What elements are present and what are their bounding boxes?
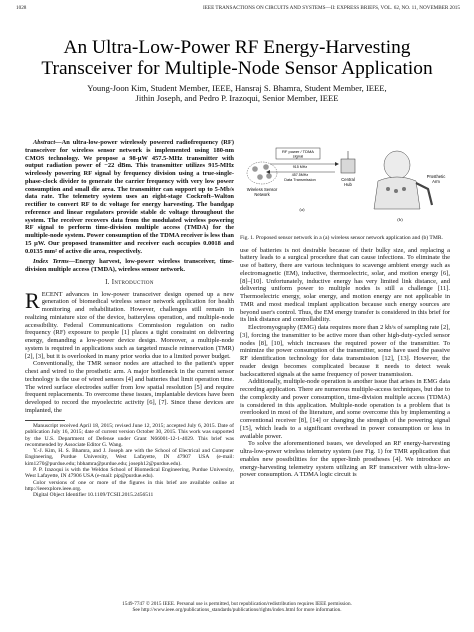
sensor-node-icon: [252, 166, 258, 172]
arrow-head-icon: [335, 162, 339, 166]
signal-label-line2: signal: [292, 153, 304, 159]
arm-label-2: Arm: [432, 179, 440, 184]
author-list: [10, 83, 464, 103]
signal-label-line1: RF power / TDMA: [282, 149, 314, 154]
chest-sensor-icon: [394, 189, 398, 193]
page-number: 1028: [16, 5, 27, 11]
title-line-2: Transceiver for Multiple-Node Sensor Application: [41, 58, 433, 79]
subfigure-a-label: (a): [299, 207, 305, 212]
right-paragraph-3: Additionally, multiple-node operation is another issue that arises in EMG data recording application. There are numerous multiple-access techniques, but due to the complexity and power consumption, time-division multiple access (TDMA) is considered in this application. Multiple-node operation is a problem that is overlooked in most of the literature, and some overcome this by implementing a conventional receiver [8], [14] or changing the strength of the powering signal [15], which leads to a significant overhead in power consumption or less in available power.: [240, 378, 450, 440]
patient-head-icon: [384, 151, 410, 179]
hub-label-2: Hub: [344, 182, 352, 187]
patient-torso-icon: [374, 177, 420, 209]
left-column: [25, 139, 234, 499]
drop-cap: R: [25, 287, 40, 313]
figure-1-diagram: [240, 139, 450, 233]
authors-line-2: Jithin Joseph, and Pedro P. Irazoqui, Senior Member, IEEE: [135, 93, 339, 103]
sensor-node-icon: [257, 174, 263, 180]
title-line-1: An Ultra-Low-Power RF Energy-Harvesting: [63, 37, 411, 58]
freq-label-1: 915 MHz: [292, 165, 308, 169]
abstract-label: Abstract—: [33, 139, 62, 146]
subfigure-b-label: (b): [397, 217, 403, 222]
footnote-doi: Digital Object Identifier 10.1109/TCSII.2015.2456511: [33, 492, 154, 499]
sensor-cluster-outline: [247, 162, 277, 184]
index-terms-text: Energy harvest, low-power wireless transceiver, time-division multiple access (TMDA), wireless sensor network.: [25, 258, 234, 273]
right-paragraph-4: To solve the aforementioned issues, we developed an RF energy-harvesting ultra-low-power wireless telemetry system (see Fig. 1) for TMR application that enables new possibilities for the upper-limb prostheses [4]. We introduce an energy-harvesting telemetry system utilizing an RF transceiver with ultra-low-power consumption. A TDMA logic circuit is: [240, 440, 450, 479]
authors-line-1: Young-Joon Kim, Student Member, IEEE, Hansraj S. Bhamra, Student Member, IEEE,: [87, 83, 387, 93]
figure-1: [240, 139, 450, 233]
index-terms: [25, 258, 234, 274]
paper-title: [10, 37, 464, 79]
figure-1-caption: Fig. 1. Proposed sensor network in a (a) wireless sensor network application and (b) TMR.: [240, 235, 443, 241]
footnote-manuscript: Manuscript received April 18, 2015; revised June 12, 2015; accepted July 6, 2015. Date of publication July 16, 2015; date of current version October 30, 2015. This work was supported by the U.S. Department of Defense under Grant N66001-12-1-4029. This brief was recommended by Associate Editor G. Wang.: [25, 423, 234, 448]
index-terms-label: Index Terms—: [33, 258, 76, 266]
hub-label-1: Central: [341, 177, 355, 182]
network-label-2: Network: [254, 192, 270, 197]
intro-paragraph-1: [25, 287, 234, 361]
arm-label-1: Prosthetic: [426, 174, 446, 179]
freq-label-2: 457.5MHz: [291, 173, 309, 177]
right-paragraph-1: use of batteries is not desirable because of their bulky size, and replacing a battery leads to a surgical procedure that can cause infections. To eliminate the use of battery, there are various techniques to scavenge ambient energy such as electromagnetic (EM), inductive, thermoelectric, solar, and motion energy [6], [8]–[10]. Unfortunately, inductive energy has very limited link distance, and delivering uniform power to multiple nodes is still a challenge [11]. Thermoelectric energy, solar energy, and motion energy are not applicable in TMR and most medical implant application because such energy sources are beyond user's control. Thus, the EM energy transfer is considered in this brief for its link distance and controllability.: [240, 246, 450, 324]
central-hub-icon: [341, 159, 355, 173]
intro-paragraph-2: Conventionally, the TMR sensor nodes are attached to the patient's upper chest and wired to the prosthetic arm. A major bottleneck in the current sensor technology is the use of wired sensors [4] and batteries that limit operation time. The wired surface electrodes suffer from low spatial resolution [5] and require frequent replacements. To overcome these issues, implantable devices have been developed to record the myoelectric activity [6], [7]. Since these devices are implanted, the: [25, 360, 234, 414]
chest-sensor-icon: [386, 187, 390, 191]
intro-p1-text: ECENT advances in low-power transceiver design opened up a new generation of biomedical wireless sensor network application for health monitoring and rehabilitation. However, challenges still remain in realizing miniature size of the device, batteryless operation, and multiple-node accessibility. Federal Communications Commission regulation on radio frequency (RF) exposure to people [1] places a tight constraint on delivering energy, demanding a low-power device design. Moreover, a multiple-node system is required in applications such as targeted muscle reinnervation (TMR) [2], [3], but it is overlooked in many prior works due to a limited power budget.: [25, 290, 234, 360]
data-transmission-label: Data Transmission: [284, 178, 316, 182]
footnote-affiliation-2: P. P. Irazoqui is with the Weldon School of Biomedical Engineering, Purdue University, West Lafayette, IN 47906 USA (e-mail: pip@purdue.edu).: [25, 467, 234, 480]
sensor-node-icon: [263, 164, 269, 170]
journal-name: IEEE TRANSACTIONS ON CIRCUITS AND SYSTEMS—II: EXPRESS BRIEFS, VOL. 62, NO. 11, NOVEMBER 2015: [203, 5, 460, 11]
footnote-color: Color versions of one or more of the figures in this brief are available online at http://ieeexplore.ieee.org.: [25, 479, 234, 492]
footnote-affiliation-1: Y.-J. Kim, H. S. Bhamra, and J. Joseph are with the School of Electrical and Computer Engineering, Purdue University, West Lafayette, IN 47907 USA (e-mail: kim1270@purdue.edu; hbhamra@purdue.edu; joseph12@purdue.edu).: [25, 448, 234, 467]
chest-sensor-icon: [402, 187, 406, 191]
network-label-1: Wireless Sensor: [246, 187, 278, 192]
sensor-node-icon: [266, 173, 272, 179]
abstract-text: An ultra-low-power wirelessly powered radiofrequency (RF) transceiver for wireless sensor network is implemented using 180-nm CMOS technology. We propose a 98-μW 457.5-MHz transmitter with output radiation power of −22 dBm. This transmitter utilizes 915-MHz wirelessly powering RF signal by frequency division using a true-single-phase-clock divider to generate the carrier frequency with very low power consumption and small die area. The transmitter can support up to 5-Mb/s data rate. The telemetry system uses an eight-stage Cockroft–Walton rectifier to convert RF to dc voltage for energy harvesting. The bandgap reference and linear regulators provide stable dc voltage throughout the system. The receiver recovers data from the modulated wireless powering RF signal to perform time-division multiple access (TMDA) for the multiple-node system. Power consumption of the TDMA receiver is less than 15 μW. Our proposed transmitter and receiver each occupies 0.0018 and 0.0135 mm² of active die area, respectively.: [25, 139, 234, 255]
copyright-line: 1549-7747 © 2015 IEEE. Personal use is permitted, but republication/redistribution requires IEEE permission.: [122, 601, 352, 607]
right-paragraph-2: Electromyography (EMG) data requires more than 2 kb/s of sampling rate [2], [3], forcing the transmitter to be active more than other high-duty-cycled sensor nodes [8], [10], which increases the required power of the transmitter. To minimize the power consumption of the transmitter, some have used the passive RF identification technology for data transmission [12], [13]. However, the reader design becomes complicated because it needs to detect weak backscattered signals at the same frequency of power transmission.: [240, 324, 450, 378]
running-header: [16, 5, 460, 15]
right-column: [240, 139, 450, 479]
rights-link: See http://www.ieee.org/publications_standards/publications/rights/index.html for more information.: [132, 607, 342, 614]
footnotes: [25, 423, 234, 499]
footnote-divider: [25, 420, 65, 421]
section-heading-introduction: I. Introduction: [105, 278, 154, 286]
abstract: [25, 139, 234, 255]
page-footer: [10, 601, 464, 613]
